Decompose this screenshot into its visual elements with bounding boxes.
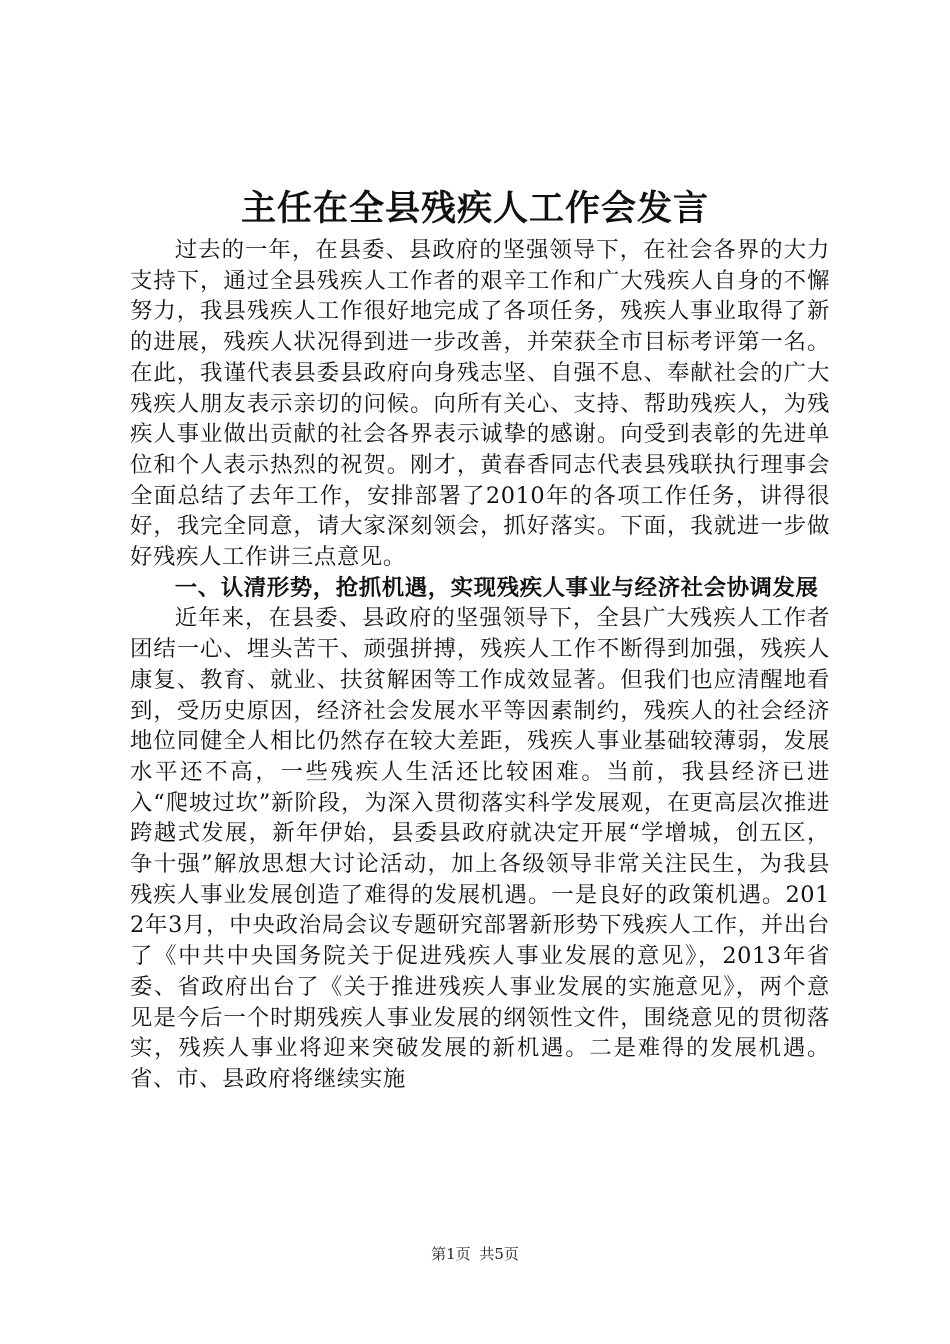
- section-1-paragraph: 近年来，在县委、县政府的坚强领导下，全县广大残疾人工作者团结一心、埋头苦干、顽强拼搏，残疾人工作不断得到加强，残疾人康复、教育、就业、扶贫解困等工作成效显著。但我们也应清醒地看到，受历史原因，经济社会发展水平等因素制约，残疾人的社会经济地位同健全人相比仍然存在较大差距，残疾人事业基础较薄弱，发展水平还不高，一些残疾人生活还比较困难。当前，我县经济已进入“爬坡过坎”新阶段，为深入贯彻落实科学发展观，在更高层次推进跨越式发展，新年伊始，县委县政府就决定开展“学增城，创五区，争十强”解放思想大讨论活动，加上各级领导非常关注民生，为我县残疾人事业发展创造了难得的发展机遇。一是良好的政策机遇。2012年3月，中央政治局会议专题研究部署新形势下残疾人工作，并出台了《中共中央国务院关于促进残疾人事业发展的意见》，2013年省委、省政府出台了《关于推进残疾人事业发展的实施意见》，两个意见是今后一个时期残疾人事业发展的纲领性文件，围绕意见的贯彻落实，残疾人事业将迎来突破发展的新机遇。二是难得的发展机遇。省、市、县政府将继续实施: [130, 605, 830, 1092]
- intro-paragraph: 过去的一年，在县委、县政府的坚强领导下，在社会各界的大力支持下，通过全县残疾人工作者的艰辛工作和广大残疾人自身的不懈努力，我县残疾人工作很好地完成了各项任务，残疾人事业取得了新的进展，残疾人状况得到进一步改善，并荣获全市目标考评第一名。在此，我谨代表县委县政府向身残志坚、自强不息、奉献社会的广大残疾人朋友表示亲切的问候。向所有关心、支持、帮助残疾人，为残疾人事业做出贡献的社会各界表示诚挚的感谢。向受到表彰的先进单位和个人表示热烈的祝贺。刚才，黄春香同志代表县残联执行理事会全面总结了去年工作，安排部署了2010年的各项工作任务，讲得很好，我完全同意，请大家深刻领会，抓好落实。下面，我就进一步做好残疾人工作讲三点意见。: [130, 237, 830, 571]
- page-total: 共5页: [479, 1245, 519, 1263]
- page-footer: [0, 1244, 950, 1264]
- document-body: [130, 235, 830, 1095]
- page-number: 第1页: [431, 1245, 471, 1263]
- document-title: 主任在全县残疾人工作会发言: [240, 188, 709, 229]
- section-heading-1: 一、认清形势，抢抓机遇，实现残疾人事业与经济社会协调发展: [174, 574, 819, 601]
